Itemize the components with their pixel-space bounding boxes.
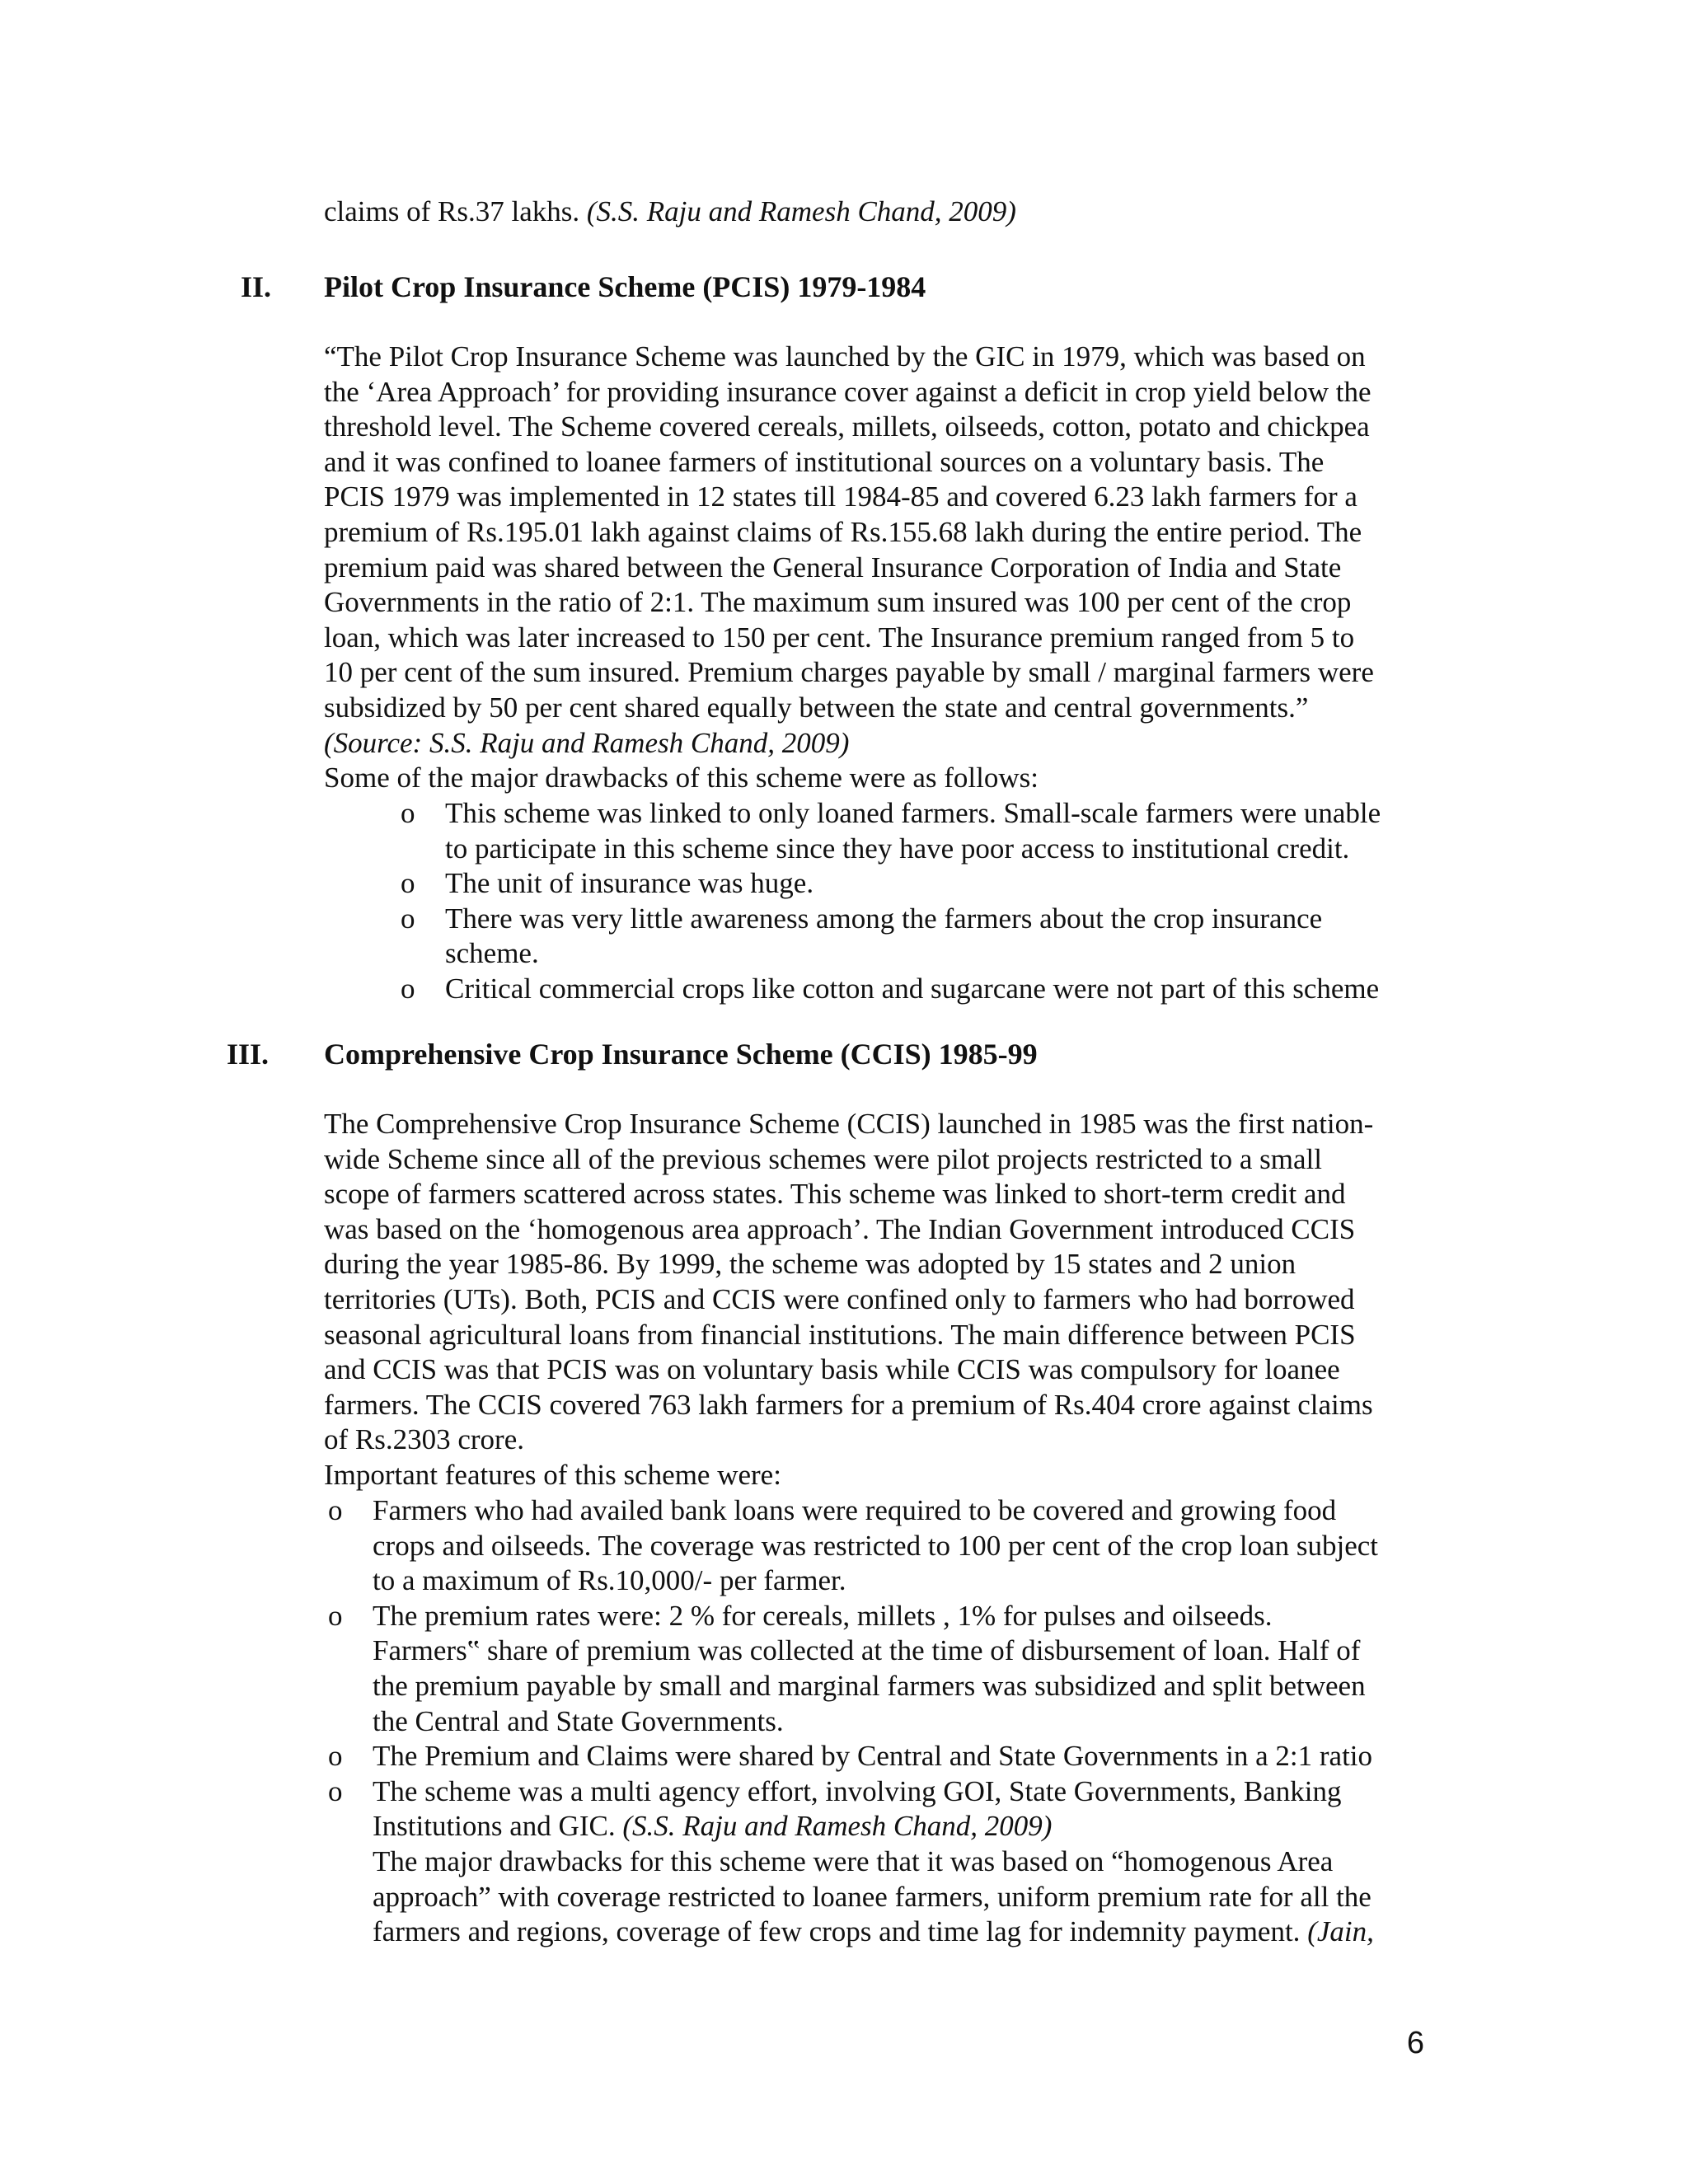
list-item-line: Critical commercial crops like cotton and sugarcane were not part of this scheme	[445, 972, 1380, 1005]
continuation-line	[324, 194, 1428, 230]
list-intro: Some of the major drawbacks of this scheme were as follows:	[324, 762, 1039, 794]
paragraph-line: the ‘Area Approach’ for providing insurance cover against a deficit in crop yield below the	[324, 375, 1372, 408]
paragraph-line: 10 per cent of the sum insured. Premium charges payable by small / marginal farmers were	[324, 656, 1374, 689]
paragraph-line: and CCIS was that PCIS was on voluntary basis while CCIS was compulsory for loanee	[324, 1353, 1340, 1386]
paragraph-line: PCIS 1979 was implemented in 12 states till 1984-85 and covered 6.23 lakh farmers for a	[324, 480, 1357, 513]
list-item-line: There was very little awareness among the farmers about the crop insurance	[445, 902, 1323, 935]
bullet-marker: o	[401, 972, 415, 1005]
closing-text: farmers and regions, coverage of few crops and time lag for indemnity payment.	[373, 1915, 1301, 1948]
list-item	[328, 1774, 1378, 1950]
closing-line: The major drawbacks for this scheme were that it was based on “homogenous Area	[373, 1844, 1334, 1877]
paragraph-line: of Rs.2303 crore.	[324, 1423, 525, 1456]
citation: (S.S. Raju and Ramesh Chand, 2009)	[586, 195, 1016, 227]
section-title: Comprehensive Crop Insurance Scheme (CCIS) 1985-99	[324, 1038, 1038, 1071]
citation: (Jain,	[1307, 1915, 1374, 1948]
section-numeral: III.	[227, 1038, 270, 1071]
bullet-list	[401, 796, 1381, 1007]
source-citation: (Source: S.S. Raju and Ramesh Chand, 2009)	[324, 726, 850, 759]
bullet-marker: o	[328, 1599, 343, 1632]
paragraph-line: premium of Rs.195.01 lakh against claims of Rs.155.68 lakh during the entire period. The	[324, 515, 1362, 548]
paragraph-line: scope of farmers scattered across states. This scheme was linked to short-term credit and	[324, 1178, 1346, 1211]
continuation-text: claims of Rs.37 lakhs.	[324, 195, 580, 227]
paragraph-line: subsidized by 50 per cent shared equally between the state and central governments.”	[324, 691, 1309, 724]
list-item-line: This scheme was linked to only loaned farmers. Small-scale farmers were unable	[445, 797, 1381, 829]
page-number: 6	[1406, 2026, 1424, 2060]
list-item-line: The Premium and Claims were shared by Central and State Governments in a 2:1 ratio	[373, 1740, 1373, 1773]
list-item-line: The scheme was a multi agency effort, involving GOI, State Governments, Banking	[373, 1774, 1342, 1807]
section-paragraph	[324, 1107, 1428, 1493]
paragraph-line: loan, which was later increased to 150 per cent. The Insurance premium ranged from 5 to	[324, 621, 1355, 654]
list-item-line: Farmers who had availed bank loans were required to be covered and growing food	[373, 1494, 1337, 1526]
list-item-line: crops and oilseeds. The coverage was restricted to 100 per cent of the crop loan subject	[373, 1529, 1379, 1562]
list-item-line	[373, 1809, 1378, 1844]
section-title: Pilot Crop Insurance Scheme (PCIS) 1979-1984	[324, 270, 926, 303]
list-item-line: to a maximum of Rs.10,000/- per farmer.	[373, 1564, 846, 1597]
paragraph-line: premium paid was shared between the General Insurance Corporation of India and State	[324, 551, 1342, 583]
list-intro: Important features of this scheme were:	[324, 1458, 781, 1491]
citation: (S.S. Raju and Ramesh Chand, 2009)	[622, 1810, 1053, 1843]
bullet-list	[328, 1493, 1379, 1950]
paragraph-line: wide Scheme since all of the previous schemes were pilot projects restricted to a small	[324, 1142, 1323, 1175]
bullet-marker: o	[401, 902, 415, 935]
paragraph-line: was based on the ‘homogenous area approach’. The Indian Government introduced CCIS	[324, 1212, 1356, 1245]
paragraph-line: The Comprehensive Crop Insurance Scheme (CCIS) launched in 1985 was the first nation-	[324, 1108, 1374, 1140]
bullet-marker: o	[328, 1740, 343, 1773]
list-item	[401, 902, 1381, 972]
list-item-line: scheme.	[445, 937, 539, 970]
bullet-marker: o	[328, 1774, 343, 1807]
paragraph-line: Governments in the ratio of 2:1. The maximum sum insured was 100 per cent of the crop	[324, 586, 1352, 619]
list-item-line: the premium payable by small and marginal farmers was subsidized and split between	[373, 1669, 1366, 1702]
paragraph-line: during the year 1985-86. By 1999, the scheme was adopted by 15 states and 2 union	[324, 1248, 1296, 1281]
list-item-line: The premium rates were: 2 % for cereals, millets , 1% for pulses and oilseeds.	[373, 1599, 1273, 1632]
section-paragraph	[324, 340, 1428, 796]
bullet-marker: o	[401, 867, 415, 900]
paragraph-line: threshold level. The Scheme covered cereals, millets, oilseeds, cotton, potato and chickpea	[324, 410, 1370, 443]
paragraph-line: seasonal agricultural loans from financial institutions. The main difference between PCIS	[324, 1318, 1356, 1351]
list-item	[401, 796, 1381, 866]
closing-line: approach” with coverage restricted to loanee farmers, uniform premium rate for all the	[373, 1880, 1372, 1913]
paragraph-line: territories (UTs). Both, PCIS and CCIS were confined only to farmers who had borrowed	[324, 1282, 1355, 1315]
section-numeral: II.	[241, 270, 272, 303]
closing-line	[373, 1915, 1378, 1950]
list-item-line: the Central and State Governments.	[373, 1704, 784, 1737]
list-item	[401, 866, 1381, 902]
bullet-marker: o	[401, 797, 415, 829]
list-item	[328, 1599, 1378, 1739]
bullet-marker: o	[328, 1494, 343, 1526]
paragraph-line: “The Pilot Crop Insurance Scheme was launched by the GIC in 1979, which was based on	[324, 340, 1366, 373]
list-item-line: The unit of insurance was huge.	[445, 867, 814, 900]
paragraph-line: farmers. The CCIS covered 763 lakh farmers for a premium of Rs.404 crore against claims	[324, 1388, 1373, 1421]
list-item	[328, 1739, 1378, 1774]
paragraph-line: and it was confined to loanee farmers of institutional sources on a voluntary basis. The	[324, 445, 1325, 478]
list-item-line: to participate in this scheme since they have poor access to institutional credit.	[445, 832, 1350, 865]
list-item	[328, 1493, 1379, 1599]
list-item	[401, 972, 1381, 1007]
list-item-text: Institutions and GIC.	[373, 1810, 616, 1843]
list-item-line: Farmers‟ share of premium was collected at the time of disbursement of loan. Half of	[373, 1634, 1361, 1667]
